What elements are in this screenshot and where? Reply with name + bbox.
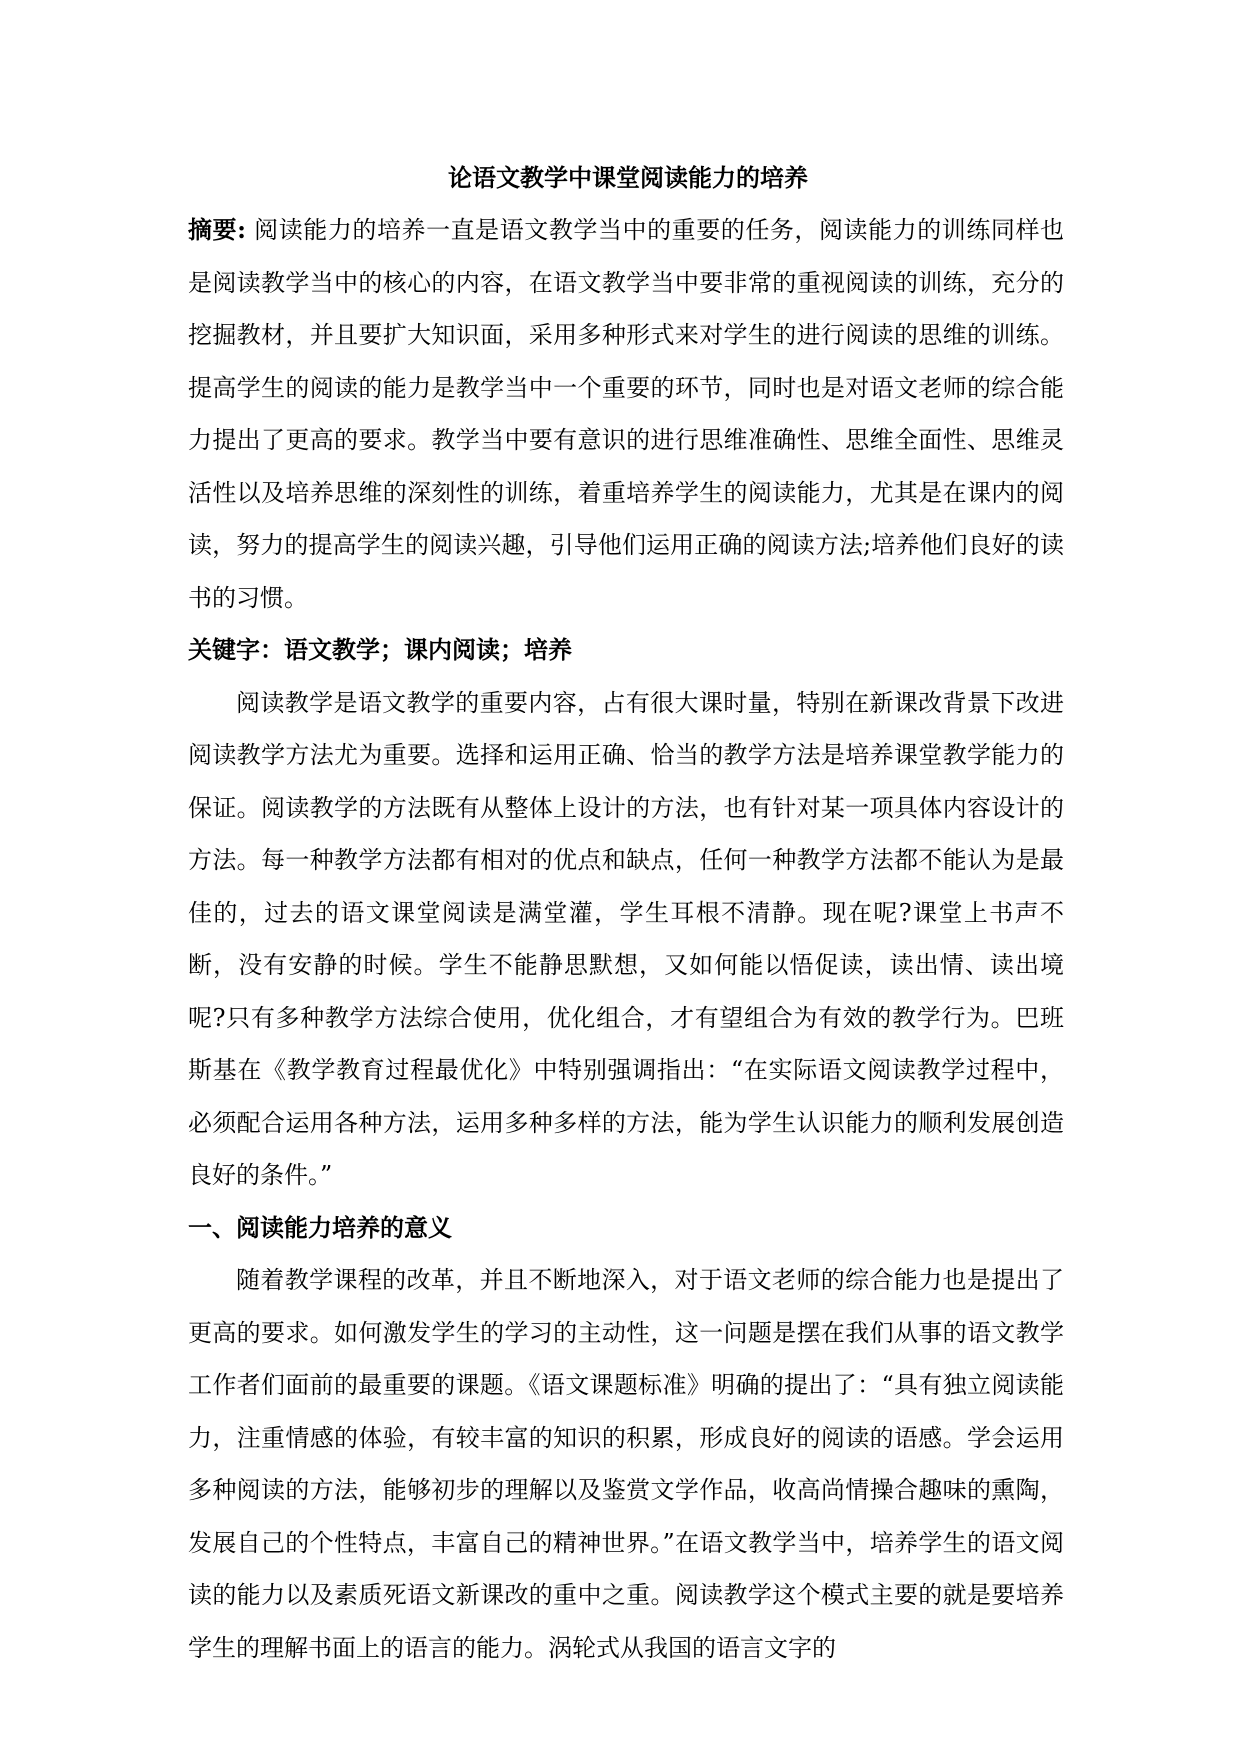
abstract-label: 摘要: (188, 215, 246, 244)
keywords-line: 关键字：语文教学；课内阅读；培养 (188, 635, 572, 664)
document-title: 论语文教学中课堂阅读能力的培养 (448, 163, 808, 192)
section-heading: 一、阅读能力培养的意义 (188, 1212, 452, 1242)
section-paragraph: 随着教学课程的改革，并且不断地深入，对于语文老师的综合能力也是提出了更高的要求。如何激发学生的学习的主动性，这一问题是摆在我们从事的语文教学工作者们面前的最重要的课题。《语文课题标准》明确的提出了：“具有独立阅读能力，注重情感的体验，有较丰富的知识的积累，形成良好的阅读的语感。学会运用多种阅读的方法，能够初步的理解以及鉴赏文学作品，收高尚情操合趣味的熏陶，发展自己的个性特点，丰富自己的精神世界。”在语文教学当中，培养学生的语文阅读的能力以及素质死语文新课改的重中之重。阅读教学这个模式主要的就是要培养学生的理解书面上的语言的能力。涡轮式从我国的语言文字的 (188, 1266, 1064, 1662)
document-page (188, 152, 1064, 1674)
abstract-text: 阅读能力的培养一直是语文教学当中的重要的任务，阅读能力的训练同样也是阅读教学当中的核心的内容，在语文教学当中要非常的重视阅读的训练，充分的挖掘教材，并且要扩大知识面，采用多种形式来对学生的进行阅读的思维的训练。提高学生的阅读的能力是教学当中一个重要的环节，同时也是对语文老师的综合能力提出了更高的要求。教学当中要有意识的进行思维准确性、思维全面性、思维灵活性以及培养思维的深刻性的训练，着重培养学生的阅读能力，尤其是在课内的阅读，努力的提高学生的阅读兴趣，引导他们运用正确的阅读方法;培养他们良好的读书的习惯。 (188, 216, 1064, 612)
intro-paragraph: 阅读教学是语文教学的重要内容，占有很大课时量，特别在新课改背景下改进阅读教学方法尤为重要。选择和运用正确、恰当的教学方法是培养课堂教学能力的保证。阅读教学的方法既有从整体上设计的方法，也有针对某一项具体内容设计的方法。每一种教学方法都有相对的优点和缺点，任何一种教学方法都不能认为是最佳的，过去的语文课堂阅读是满堂灌，学生耳根不清静。现在呢?课堂上书声不断，没有安静的时候。学生不能静思默想，又如何能以悟促读，读出情、读出境呢?只有多种教学方法综合使用，优化组合，才有望组合为有效的教学行为。巴班斯基在《教学教育过程最优化》中特别强调指出：“在实际语文阅读教学过程中，必须配合运用各种方法，运用多种多样的方法，能为学生认识能力的顺利发展创造良好的条件。” (188, 688, 1064, 1189)
abstract-paragraph (188, 204, 1064, 624)
